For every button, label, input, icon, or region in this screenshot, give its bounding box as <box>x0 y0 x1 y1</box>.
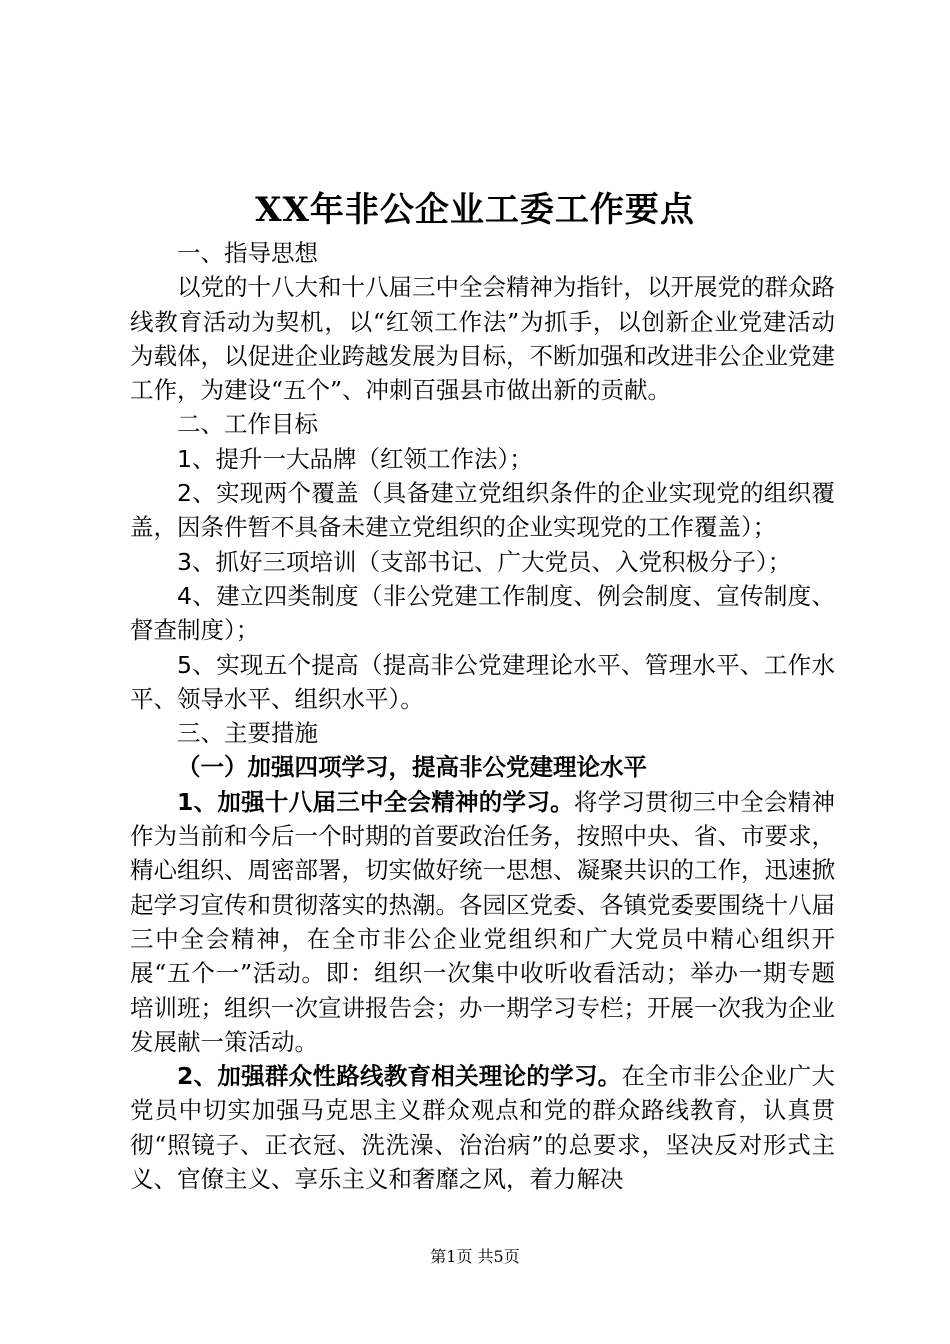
document-title: XX年非公企业工委工作要点 <box>255 190 695 230</box>
section-heading-work-goals: 二、工作目标 <box>177 410 318 439</box>
measure-item-1 <box>130 785 835 1059</box>
subsection-heading-four-studies: （一）加强四项学习，提高非公党建理论水平 <box>177 753 647 782</box>
measure-item-1-lead: 1、加强十八届三中全会精神的学习。 <box>177 787 574 816</box>
goal-item-3: 3、抓好三项培训（支部书记、广大党员、入党积极分子）； <box>177 547 792 576</box>
goal-item-5: 5、实现五个提高（提高非公党建理论水平、管理水平、工作水平、领导水平、组织水平）。 <box>130 650 835 713</box>
section-heading-guiding-ideology: 一、指导思想 <box>177 239 318 267</box>
measure-item-2-lead: 2、加强群众性路线教育相关理论的学习。 <box>177 1062 622 1091</box>
page-footer: 第1页 共5页 <box>430 1247 520 1266</box>
paragraph-guiding-ideology: 以党的十八大和十八届三中全会精神为指针，以开展党的群众路线教育活动为契机，以“红领工作法”为抓手，以创新企业党建活动为载体，以促进企业跨越发展为目标，不断加强和改进非公企业党建工作，为建设“五个”、冲刺百强县市做出新的贡献。 <box>130 273 835 405</box>
measure-item-1-body: 将学习贯彻三中全会精神作为当前和今后一个时期的首要政治任务，按照中央、省、市要求，精心组织、周密部署，切实做好统一思想、凝聚共识的工作，迅速掀起学习宣传和贯彻落实的热潮。各园区党委、各镇党委要围绕十八届三中全会精神，在全市非公企业党组织和广大党员中精心组织开展“五个一”活动。即：组织一次集中收听收看活动；举办一期专题培训班；组织一次宣讲报告会；办一期学习专栏；开展一次我为企业发展献一策活动。 <box>130 787 836 1056</box>
goal-item-4: 4、建立四类制度（非公党建工作制度、例会制度、宣传制度、督查制度）； <box>130 581 835 645</box>
measure-item-2 <box>130 1059 835 1196</box>
measure-item-2-body: 在全市非公企业广大党员中切实加强马克思主义群众观点和党的群众路线教育，认真贯彻“照镜子、正衣冠、洗洗澡、治治病”的总要求，坚决反对形式主义、官僚主义、享乐主义和奢靡之风，着力解决 <box>130 1062 836 1194</box>
goal-item-1: 1、提升一大品牌（红领工作法）； <box>177 444 533 473</box>
section-heading-main-measures: 三、主要措施 <box>177 719 318 748</box>
document-body <box>130 236 835 1196</box>
goal-item-2: 2、实现两个覆盖（具备建立党组织条件的企业实现党的组织覆盖，因条件暂不具备未建立党组织的企业实现党的工作覆盖）； <box>130 479 835 542</box>
